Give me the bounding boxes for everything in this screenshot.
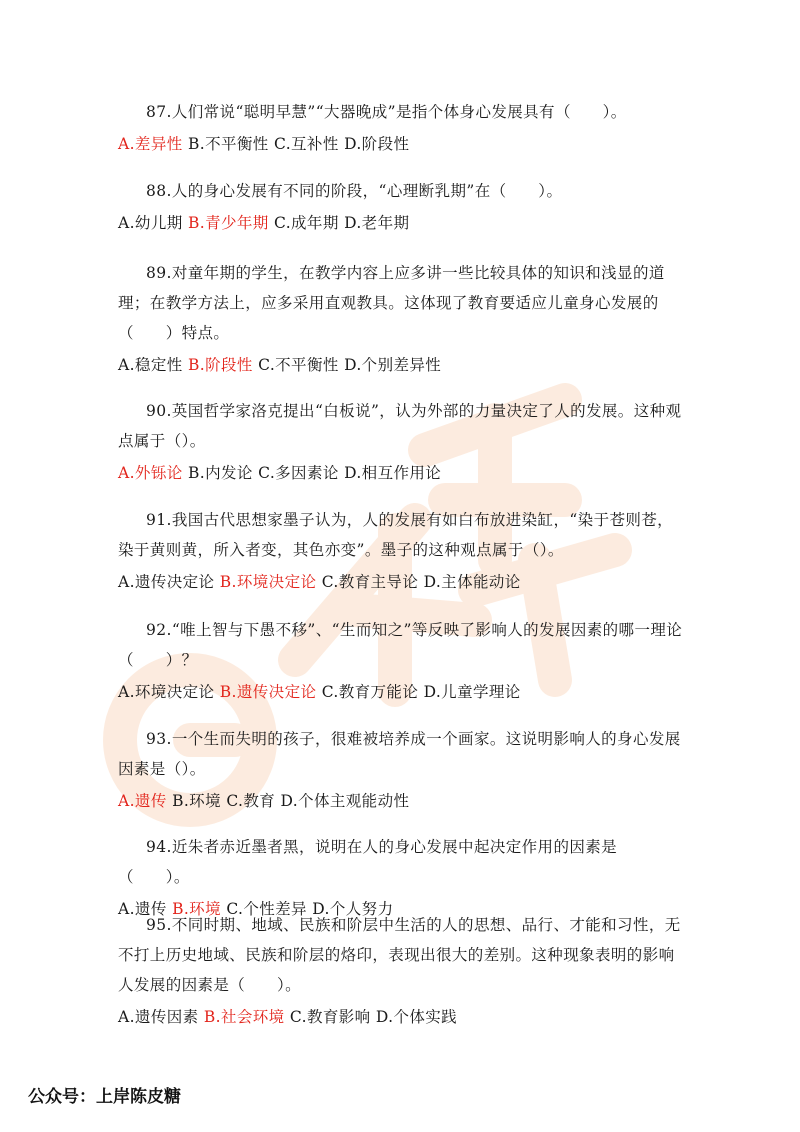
options-line	[118, 129, 688, 159]
option-d: D.个别差异性	[344, 356, 442, 374]
option-a: A.遗传	[118, 792, 167, 810]
option-a: A.遗传因素	[118, 1008, 199, 1026]
question-text: 89.对童年期的学生，在教学内容上应多讲一些比较具体的知识和浅显的道理；在教学方法上，应多采用直观教具。这体现了教育要适应儿童身心发展的（ ）特点。	[118, 264, 665, 342]
footer-account-label: 公众号：上岸陈皮糖	[28, 1087, 181, 1107]
option-d: D.个人努力	[312, 900, 394, 918]
option-c: C.成年期	[274, 214, 339, 232]
question-92	[118, 615, 688, 707]
question-88	[118, 176, 688, 238]
option-a: A.幼儿期	[118, 214, 183, 232]
question-87	[118, 97, 688, 159]
options-line	[118, 677, 688, 707]
options-line	[118, 458, 688, 488]
option-d: D.主体能动论	[423, 573, 521, 591]
option-b: B.阶段性	[187, 356, 253, 374]
option-c: C.多因素论	[258, 464, 339, 482]
options-line	[118, 350, 688, 380]
options-line	[118, 567, 688, 597]
question-text: 91.我国古代思想家墨子认为，人的发展有如白布放进染缸，“染于苍则苍，染于黄则黄，所入者变，其色亦变”。墨子的这种观点属于（）。	[118, 511, 674, 559]
option-b: B.环境决定论	[219, 573, 317, 591]
question-text: 90.英国哲学家洛克提出“白板说”，认为外部的力量决定了人的发展。这种观点属于（）。	[118, 402, 682, 450]
option-d: D.阶段性	[344, 135, 410, 153]
option-a: A.外铄论	[118, 464, 183, 482]
option-b: B.青少年期	[187, 214, 269, 232]
option-c: C.教育主导论	[321, 573, 419, 591]
option-a: A.稳定性	[118, 356, 183, 374]
option-a: A.遗传	[118, 900, 167, 918]
question-89	[118, 258, 688, 380]
option-b: B.社会环境	[203, 1008, 285, 1026]
option-b: B.不平衡性	[187, 135, 269, 153]
question-text: 93.一个生而失明的孩子，很难被培养成一个画家。这说明影响人的身心发展因素是（）。	[118, 730, 681, 778]
option-d: D.个体实践	[375, 1008, 458, 1026]
question-text: 87.人们常说“聪明早慧”“大器晚成”是指个体身心发展具有（ ）。	[146, 103, 627, 121]
question-93	[118, 724, 688, 816]
question-91	[118, 505, 688, 597]
option-a: A.环境决定论	[118, 683, 215, 701]
option-d: D.相互作用论	[344, 464, 442, 482]
option-b: B.环境	[172, 792, 221, 810]
question-90	[118, 396, 688, 488]
option-d: D.个体主观能动性	[280, 792, 410, 810]
option-c: C.教育万能论	[321, 683, 419, 701]
options-line	[118, 208, 688, 238]
question-95	[118, 910, 688, 1032]
question-text: 92.“唯上智与下愚不移”、“生而知之”等反映了影响人的发展因素的哪一理论（ ）？	[118, 621, 683, 669]
options-line	[118, 1002, 688, 1032]
option-b: B.环境	[172, 900, 221, 918]
option-c: C.个性差异	[226, 900, 307, 918]
option-d: D.老年期	[344, 214, 410, 232]
option-c: C.互补性	[274, 135, 339, 153]
option-c: C.教育	[226, 792, 276, 810]
option-c: C.教育影响	[289, 1008, 371, 1026]
options-line	[118, 786, 688, 816]
question-text: 88.人的身心发展有不同的阶段，“心理断乳期”在（ ）。	[146, 182, 563, 200]
question-text: 94.近朱者赤近墨者黑，说明在人的身心发展中起决定作用的因素是（ ）。	[118, 838, 618, 886]
option-a: A.差异性	[118, 135, 183, 153]
option-a: A.遗传决定论	[118, 573, 215, 591]
option-b: B.内发论	[187, 464, 253, 482]
option-b: B.遗传决定论	[219, 683, 317, 701]
option-d: D.儿童学理论	[423, 683, 521, 701]
question-text: 95.不同时期、地域、民族和阶层中生活的人的思想、品行、才能和习性，无不打上历史地域、民族和阶层的烙印，表现出很大的差别。这种现象表明的影响人发展的因素是（ ）。	[118, 916, 681, 994]
option-c: C.不平衡性	[258, 356, 339, 374]
